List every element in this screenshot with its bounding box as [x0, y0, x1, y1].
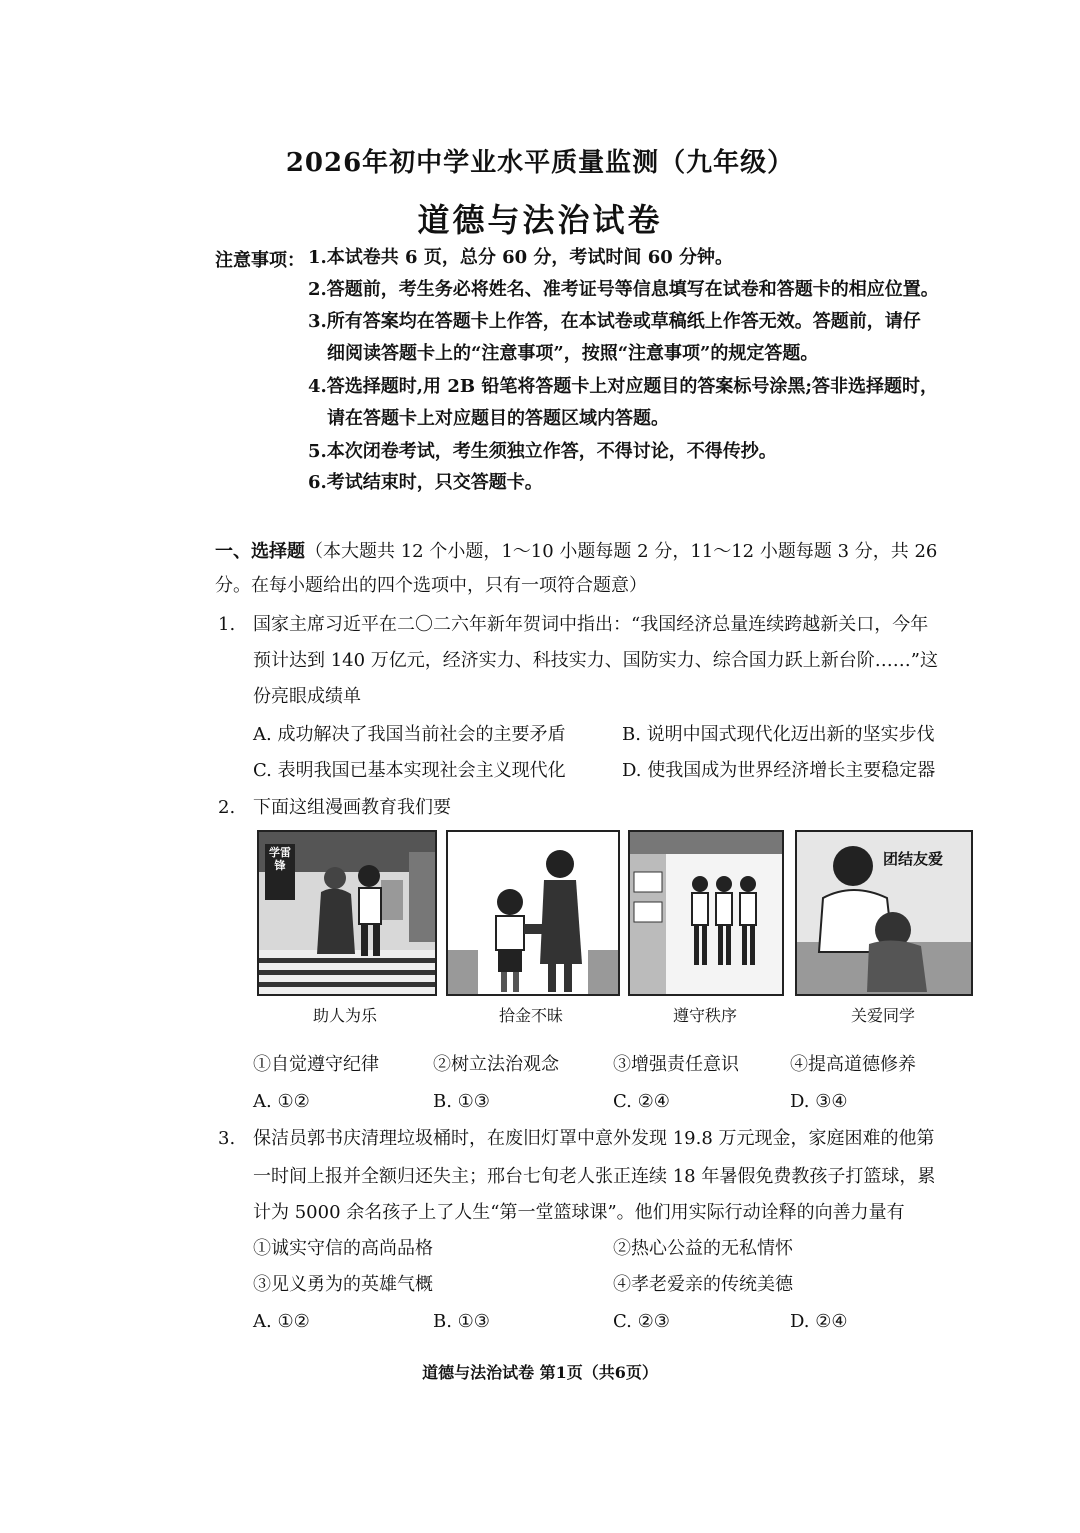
notice-item: 5.本次闭卷考试，考生须独立作答，不得讨论，不得传抄。 [308, 441, 777, 462]
panel-label: 团结友爱 [883, 850, 944, 868]
statement: ①诚实守信的高尚品格 [253, 1238, 433, 1259]
page-footer: 道德与法治试卷 第1页（共6页） [422, 1363, 658, 1382]
comic-panel-order [628, 830, 784, 996]
statement: ③增强责任意识 [613, 1054, 739, 1075]
option-d[interactable]: D. ②④ [790, 1311, 848, 1332]
comic-panel-caring [795, 830, 973, 996]
exam-header-title: 2026年初中学业水平质量监测（九年级） [285, 148, 795, 178]
question-stem-line: 预计达到 140 万亿元，经济实力、科技实力、国防实力、综合国力跃上新台阶……”这 [253, 650, 938, 671]
notice-item: 1.本试卷共 6 页，总分 60 分，考试时间 60 分钟。 [308, 247, 734, 268]
notice-item: 2.答题前，考生务必将姓名、准考证号等信息填写在试卷和答题卡的相应位置。 [308, 279, 939, 300]
section-header [215, 537, 937, 567]
notice-item: 细阅读答题卡上的“注意事项”，按照“注意事项”的规定答题。 [327, 343, 819, 364]
question-stem-line: 计为 5000 余名孩子上了人生“第一堂篮球课”。他们用实际行动诠释的向善力量有 [253, 1202, 905, 1223]
question-number: 1. [218, 614, 236, 635]
option-c[interactable]: C. 表明我国已基本实现社会主义现代化 [253, 760, 566, 781]
statement: ①自觉遵守纪律 [253, 1054, 379, 1075]
question-stem-line: 份亮眼成绩单 [253, 686, 361, 707]
comic-panel-helping [257, 830, 437, 996]
statement: ④孝老爱亲的传统美德 [613, 1274, 793, 1295]
option-d[interactable]: D. ③④ [790, 1091, 848, 1112]
section-desc: （本大题共 12 个小题，1～10 小题每题 2 分，11～12 小题每题 3 分，共 26 [305, 541, 938, 562]
question-stem-line: 国家主席习近平在二〇二六年新年贺词中指出：“我国经济总量连续跨越新关口，今年 [253, 614, 929, 635]
option-a[interactable]: A. 成功解决了我国当前社会的主要矛盾 [253, 724, 566, 745]
comic-caption: 遵守秩序 [672, 1006, 737, 1025]
notice-item: 请在答题卡上对应题目的答题区域内答题。 [327, 408, 669, 429]
statement: ②树立法治观念 [433, 1054, 559, 1075]
option-c[interactable]: C. ②③ [613, 1311, 670, 1332]
comic-caption: 关爱同学 [850, 1006, 915, 1025]
comic-caption: 助人为乐 [312, 1006, 377, 1025]
comic-panel-honesty [446, 830, 620, 996]
sign-text: 学雷锋 [269, 846, 291, 872]
comic-caption: 拾金不昧 [498, 1006, 563, 1025]
statement: ④提高道德修养 [790, 1054, 916, 1075]
option-a[interactable]: A. ①② [253, 1311, 310, 1332]
section-desc-line2: 分。在每小题给出的四个选项中，只有一项符合题意） [215, 575, 647, 596]
option-b[interactable]: B. 说明中国式现代化迈出新的坚实步伐 [622, 724, 935, 745]
option-d[interactable]: D. 使我国成为世界经济增长主要稳定器 [622, 760, 936, 781]
notice-item: 4.答选择题时,用 2B 铅笔将答题卡上对应题目的答案标号涂黑;答非选择题时， [308, 376, 938, 397]
notice-label: 注意事项： [215, 250, 305, 271]
option-c[interactable]: C. ②④ [613, 1091, 670, 1112]
section-title: 一、选择题 [215, 541, 305, 562]
statement: ②热心公益的无私情怀 [613, 1238, 793, 1259]
option-b[interactable]: B. ①③ [433, 1091, 490, 1112]
notice-item: 3.所有答案均在答题卡上作答，在本试卷或草稿纸上作答无效。答题前，请仔 [308, 311, 921, 332]
option-b[interactable]: B. ①③ [433, 1311, 490, 1332]
question-stem-line: 保洁员郭书庆清理垃圾桶时，在废旧灯罩中意外发现 19.8 万元现金，家庭困难的他第 [253, 1128, 935, 1149]
option-a[interactable]: A. ①② [253, 1091, 310, 1112]
question-number: 2. [218, 797, 236, 818]
exam-subject-title: 道德与法治试卷 [417, 201, 663, 239]
question-stem-line: 下面这组漫画教育我们要 [253, 797, 451, 818]
statement: ③见义勇为的英雄气概 [253, 1274, 433, 1295]
notice-item: 6.考试结束时，只交答题卡。 [308, 472, 543, 493]
question-stem-line: 一时间上报并全额归还失主；邢台七旬老人张正连续 18 年暑假免费教孩子打篮球，累 [253, 1166, 936, 1187]
question-number: 3. [218, 1128, 236, 1149]
